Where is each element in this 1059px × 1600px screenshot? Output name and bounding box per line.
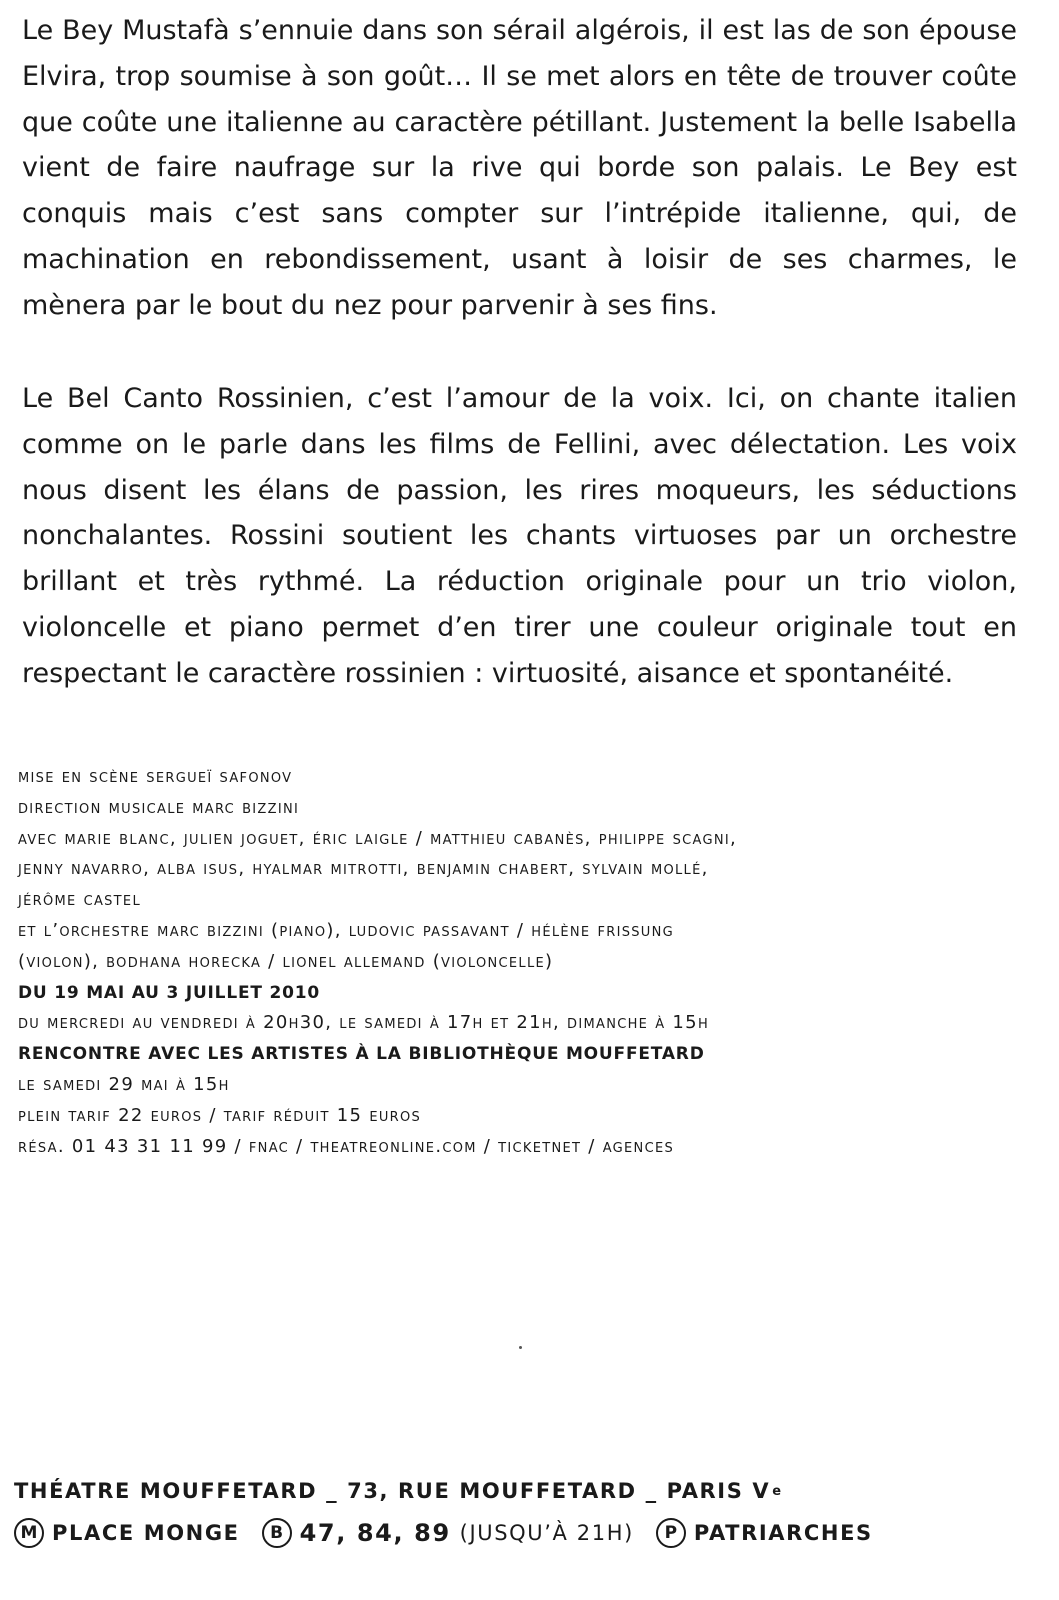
bus-note: (JUSQU’À 21H): [459, 1521, 634, 1545]
synopsis-paragraph: Le Bey Mustafà s’ennuie dans son sérail algérois, il est las de son épouse Elvira, trop soumise à son goût… Il se met alors en tête de trouver coûte que coûte une italienne au caractère pétillant. Justement la belle Isabella vient de faire naufrage sur la rive qui borde son palais. Le Bey est conquis mais c’est sans compter sur l’intrépide italienne, qui, de machination en rebondissement, usant à loisir de ses charmes, le mènera par le bout du nez pour parvenir à ses fins.: [22, 15, 1017, 321]
bus-lines: 47, 84, 89: [299, 1519, 451, 1547]
bus-icon: B: [262, 1518, 292, 1548]
credit-cast-line-3: jérôme castel: [18, 889, 141, 911]
description-paragraph: Le Bel Canto Rossinien, c’est l’amour de la voix. Ici, on chante italien comme on le parle dans les films de Fellini, avec délectation. Les voix nous disent les élans de passion, les rires moqueurs, les séductions nonchalantes. Rossini soutient les chants virtuoses par un orchestre brillant et très rythmé. La réduction originale pour un trio violon, violoncelle et piano permet d’en tirer une couleur originale tout en respectant le caractère rossinien : virtuosité, aisance et spontanéité.: [22, 383, 1017, 689]
parking-icon: P: [656, 1518, 686, 1548]
credit-orchestra-line-1: et l’orchestre marc bizzini (piano), ludovic passavant / hélène frissung: [18, 919, 675, 941]
venue-address-row: [14, 1470, 873, 1512]
print-speck: [519, 1346, 522, 1349]
venue-footer: [14, 1470, 873, 1554]
credit-direction: mise en scène sergueï safonov: [18, 766, 293, 787]
parking-name: PATRIARCHES: [693, 1521, 873, 1545]
credits-block: [18, 762, 1018, 1162]
ticket-prices: plein tarif 22 euros / tarif réduit 15 euros: [18, 1104, 422, 1126]
venue-address: THÉATRE MOUFFETARD _ 73, RUE MOUFFETARD _ PARIS V: [14, 1479, 771, 1503]
booking-info: résa. 01 43 31 11 99 / fnac / theatreonline.com / ticketnet / agences: [18, 1135, 675, 1157]
metro-station: PLACE MONGE: [52, 1521, 240, 1545]
credit-orchestra-line-2: (violon), bodhana horecka / lionel allemand (violoncelle): [18, 950, 554, 972]
credit-cast-line-1: avec marie blanc, julien joguet, éric laigle / matthieu cabanès, philippe scagni,: [18, 827, 738, 849]
performance-dates: DU 19 MAI AU 3 JUILLET 2010: [18, 982, 320, 1003]
artist-meeting-title: RENCONTRE AVEC LES ARTISTES À LA BIBLIOTHÈQUE MOUFFETARD: [18, 1044, 705, 1065]
credit-cast-line-2: jenny navarro, alba isus, hyalmar mitrotti, benjamin chabert, sylvain mollé,: [18, 858, 709, 880]
metro-icon: M: [14, 1518, 44, 1548]
artist-meeting-date: le samedi 29 mai à 15h: [18, 1073, 230, 1095]
arrondissement-suffix: e: [772, 1483, 783, 1499]
credit-musical-direction: direction musicale marc bizzini: [18, 796, 300, 818]
transport-row: [14, 1512, 873, 1554]
performance-schedule: du mercredi au vendredi à 20h30, le samedi à 17h et 21h, dimanche à 15h: [18, 1012, 710, 1034]
